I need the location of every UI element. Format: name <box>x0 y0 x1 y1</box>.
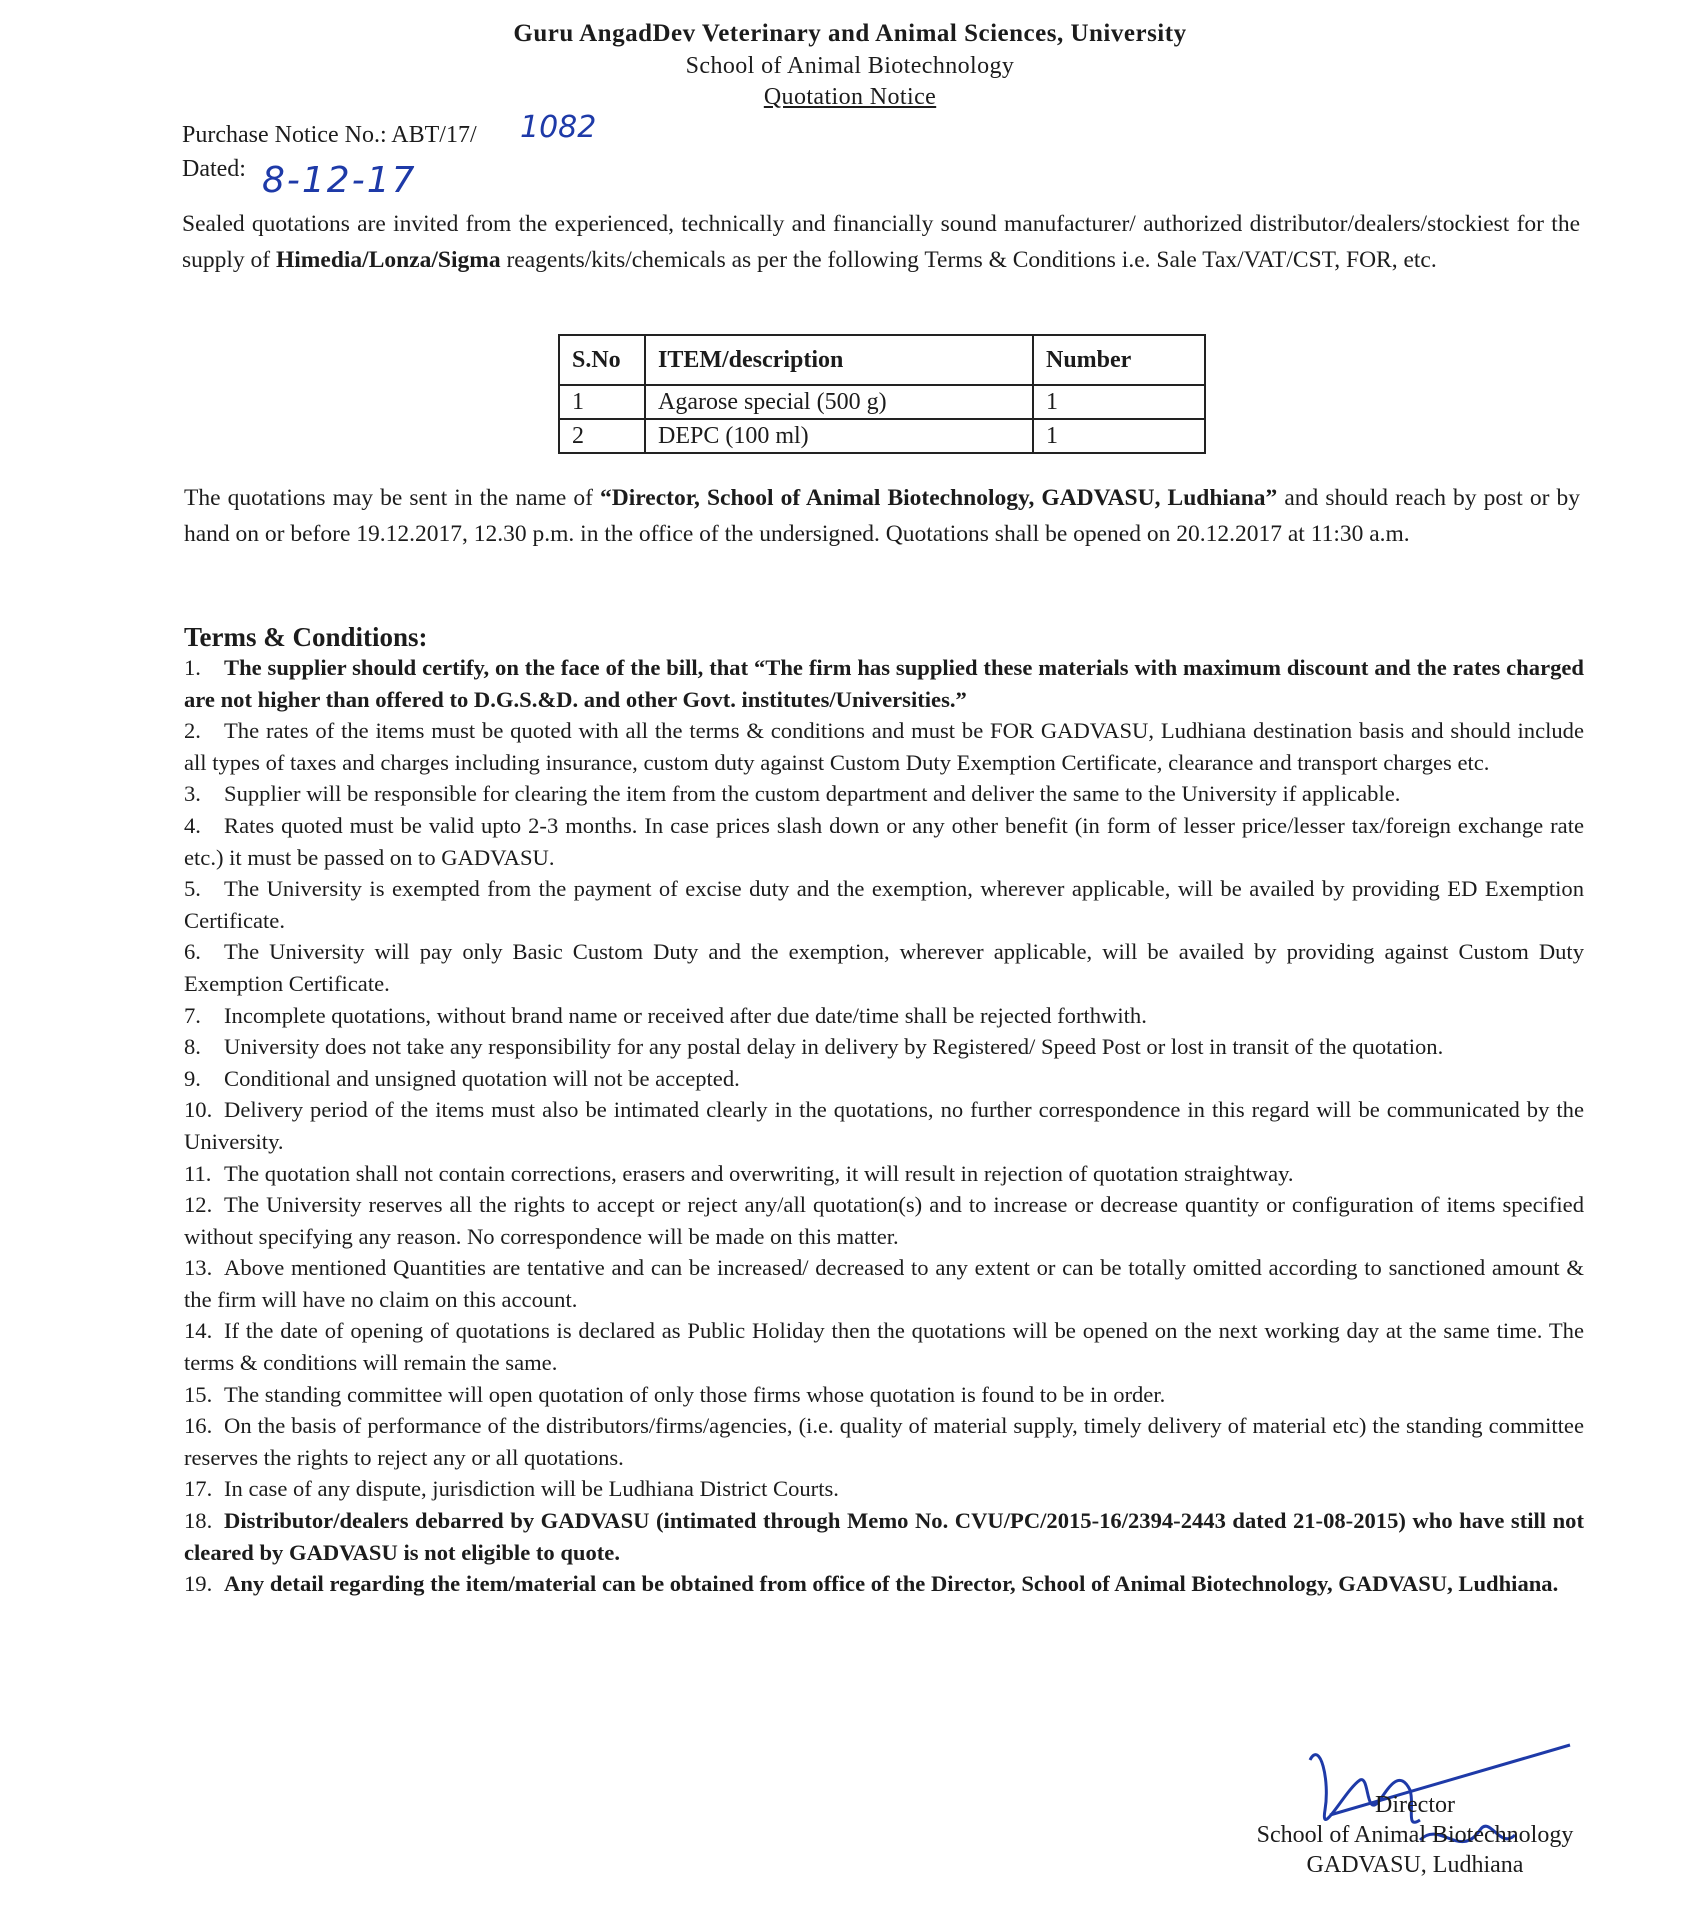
table-row <box>559 419 1205 453</box>
signatory-place: GADVASU, Ludhiana <box>1306 1852 1524 1878</box>
column-header-sno: S.No <box>559 335 645 385</box>
term-number: 13. <box>184 1255 213 1281</box>
term-item <box>184 1189 1584 1252</box>
term-item <box>184 936 1584 999</box>
term-text: Supplier will be responsible for clearing the item from the custom department and deliver the same to the University if applicable. <box>224 781 1401 807</box>
term-text: Above mentioned Quantities are tentative and can be increased/ decreased to any extent or can be totally omitted according to sanctioned amount & the firm will have no claim on this account. <box>184 1255 1584 1312</box>
term-number: 8. <box>184 1034 201 1060</box>
term-text: The University will pay only Basic Custom Duty and the exemption, wherever applicable, will be availed by providing against Custom Duty Exemption Certificate. <box>184 939 1584 996</box>
document-title: Quotation Notice <box>763 84 937 110</box>
term-number: 19. <box>184 1571 213 1597</box>
document-header <box>0 18 1700 112</box>
term-item <box>184 1000 1584 1032</box>
term-item <box>184 1158 1584 1190</box>
term-text: The supplier should certify, on the face of the bill, that “The firm has supplied these materials with maximum discount and the rates charged are not higher than offered to D.G.S.&D. and other Govt. institutes/Universities.” <box>184 655 1584 712</box>
term-item <box>184 652 1584 715</box>
table-cell-item: DEPC (100 ml) <box>645 419 1033 453</box>
term-item <box>184 1505 1584 1568</box>
table-cell-number: 1 <box>1033 385 1205 419</box>
term-number: 3. <box>184 781 201 807</box>
intro-paragraph <box>182 206 1580 278</box>
term-number: 14. <box>184 1318 213 1344</box>
term-text: The University reserves all the rights to accept or reject any/all quotation(s) and to increase or decrease quantity or configuration of items specified without specifying any reason. No correspondence will be made on this matter. <box>184 1192 1584 1249</box>
term-text: Incomplete quotations, without brand name or received after due date/time shall be rejected forthwith. <box>224 1002 1147 1028</box>
term-text: University does not take any responsibility for any postal delay in delivery by Registered/ Speed Post or lost in transit of the quotation. <box>224 1034 1444 1060</box>
term-text: The University is exempted from the payment of excise duty and the exemption, wherever applicable, will be availed by providing ED Exemption Certificate. <box>184 876 1584 933</box>
term-item <box>184 1094 1584 1157</box>
table-header-row <box>559 335 1205 385</box>
term-item <box>184 1315 1584 1378</box>
signature-block <box>1225 1790 1605 1880</box>
submission-text-before: The quotations may be sent in the name of <box>184 485 601 511</box>
table-cell-item: Agarose special (500 g) <box>645 385 1033 419</box>
term-number: 11. <box>184 1160 212 1186</box>
submission-text-after: and should reach by post or by hand on or before 19.12.2017, 12.30 p.m. in the office of the undersigned. Quotations shall be opened on 20.12.2017 at 11:30 a.m. <box>184 485 1580 547</box>
term-item <box>184 1568 1584 1600</box>
term-item <box>184 1063 1584 1095</box>
term-number: 18. <box>184 1508 213 1534</box>
term-item <box>184 810 1584 873</box>
intro-text-before: Sealed quotations are invited from the experienced, technically and financially sound manufacturer/ authorized distributor/dealers/stockiest for the supply of <box>182 211 1580 273</box>
term-item <box>184 778 1584 810</box>
university-name: Guru AngadDev Veterinary and Animal Sciences, University <box>513 20 1187 47</box>
term-text: Delivery period of the items must also be intimated clearly in the quotations, no further correspondence in this regard will be communicated by the University. <box>184 1097 1584 1154</box>
term-item <box>184 715 1584 778</box>
term-text: On the basis of performance of the distributors/firms/agencies, (i.e. quality of material supply, timely delivery of material etc) the standing committee reserves the rights to reject any or all quotations. <box>184 1413 1584 1470</box>
terms-list <box>184 652 1584 1600</box>
term-item <box>184 1031 1584 1063</box>
term-item <box>184 1379 1584 1411</box>
term-number: 17. <box>184 1476 213 1502</box>
term-text: If the date of opening of quotations is declared as Public Holiday then the quotations will be opened on the next working day at the same time. The terms & conditions will remain the same. <box>184 1318 1584 1376</box>
intro-brands: Himedia/Lonza/Sigma <box>276 247 501 273</box>
table-cell-sno: 2 <box>559 419 645 453</box>
items-table <box>558 334 1206 454</box>
table-cell-number: 1 <box>1033 419 1205 453</box>
term-number: 12. <box>184 1192 213 1218</box>
terms-heading: Terms & Conditions: <box>184 622 428 652</box>
term-item <box>184 1252 1584 1315</box>
signatory-title: Director <box>1375 1792 1455 1818</box>
date-handwritten: 8-12-17 <box>262 160 417 201</box>
term-text: The standing committee will open quotation of only those firms whose quotation is found to be in order. <box>224 1381 1166 1407</box>
term-text: In case of any dispute, jurisdiction will be Ludhiana District Courts. <box>224 1476 839 1502</box>
term-item <box>184 873 1584 936</box>
term-item <box>184 1473 1584 1505</box>
term-number: 9. <box>184 1065 201 1091</box>
term-text: Any detail regarding the item/material can be obtained from office of the Director, School of Animal Biotechnology, GADVASU, Ludhiana. <box>224 1571 1559 1597</box>
term-number: 16. <box>184 1413 213 1439</box>
dated-label: Dated: <box>182 156 246 182</box>
table-cell-sno: 1 <box>559 385 645 419</box>
term-number: 15. <box>184 1381 213 1407</box>
school-name: School of Animal Biotechnology <box>685 53 1015 79</box>
term-number: 6. <box>184 939 201 965</box>
submission-addressee: “Director, School of Animal Biotechnology, GADVASU, Ludhiana” <box>600 485 1278 511</box>
term-number: 1. <box>184 655 201 680</box>
intro-text-after: reagents/kits/chemicals as per the following Terms & Conditions i.e. Sale Tax/VAT/CST, FOR, etc. <box>500 247 1437 273</box>
table-row <box>559 385 1205 419</box>
term-number: 10. <box>184 1097 213 1123</box>
column-header-item: ITEM/description <box>645 335 1033 385</box>
term-text: The quotation shall not contain corrections, erasers and overwriting, it will result in rejection of quotation straightway. <box>224 1160 1294 1186</box>
term-number: 2. <box>184 718 201 744</box>
column-header-number: Number <box>1033 335 1205 385</box>
purchase-number-handwritten: 1082 <box>520 110 597 145</box>
term-number: 4. <box>184 812 201 838</box>
term-number: 7. <box>184 1002 201 1028</box>
term-text: Conditional and unsigned quotation will not be accepted. <box>224 1065 740 1091</box>
purchase-notice-label: Purchase Notice No.: ABT/17/ <box>182 122 477 148</box>
term-number: 5. <box>184 876 201 902</box>
term-text: Rates quoted must be valid upto 2-3 months. In case prices slash down or any other benefit (in form of lesser price/lesser tax/foreign exchange rate etc.) it must be passed on to GADVASU. <box>184 812 1584 870</box>
submission-paragraph <box>184 480 1580 552</box>
signatory-school: School of Animal Biotechnology <box>1256 1822 1574 1848</box>
term-item <box>184 1410 1584 1473</box>
term-text: Distributor/dealers debarred by GADVASU (intimated through Memo No. CVU/PC/2015-16/2394-2443 dated 21-08-2015) who have still not cleared by GADVASU is not eligible to quote. <box>184 1508 1584 1565</box>
term-text: The rates of the items must be quoted with all the terms & conditions and must be FOR GADVASU, Ludhiana destination basis and should include all types of taxes and charges including insurance, custom duty against Custom Duty Exemption Certificate, clearance and transport charges etc. <box>184 718 1584 775</box>
